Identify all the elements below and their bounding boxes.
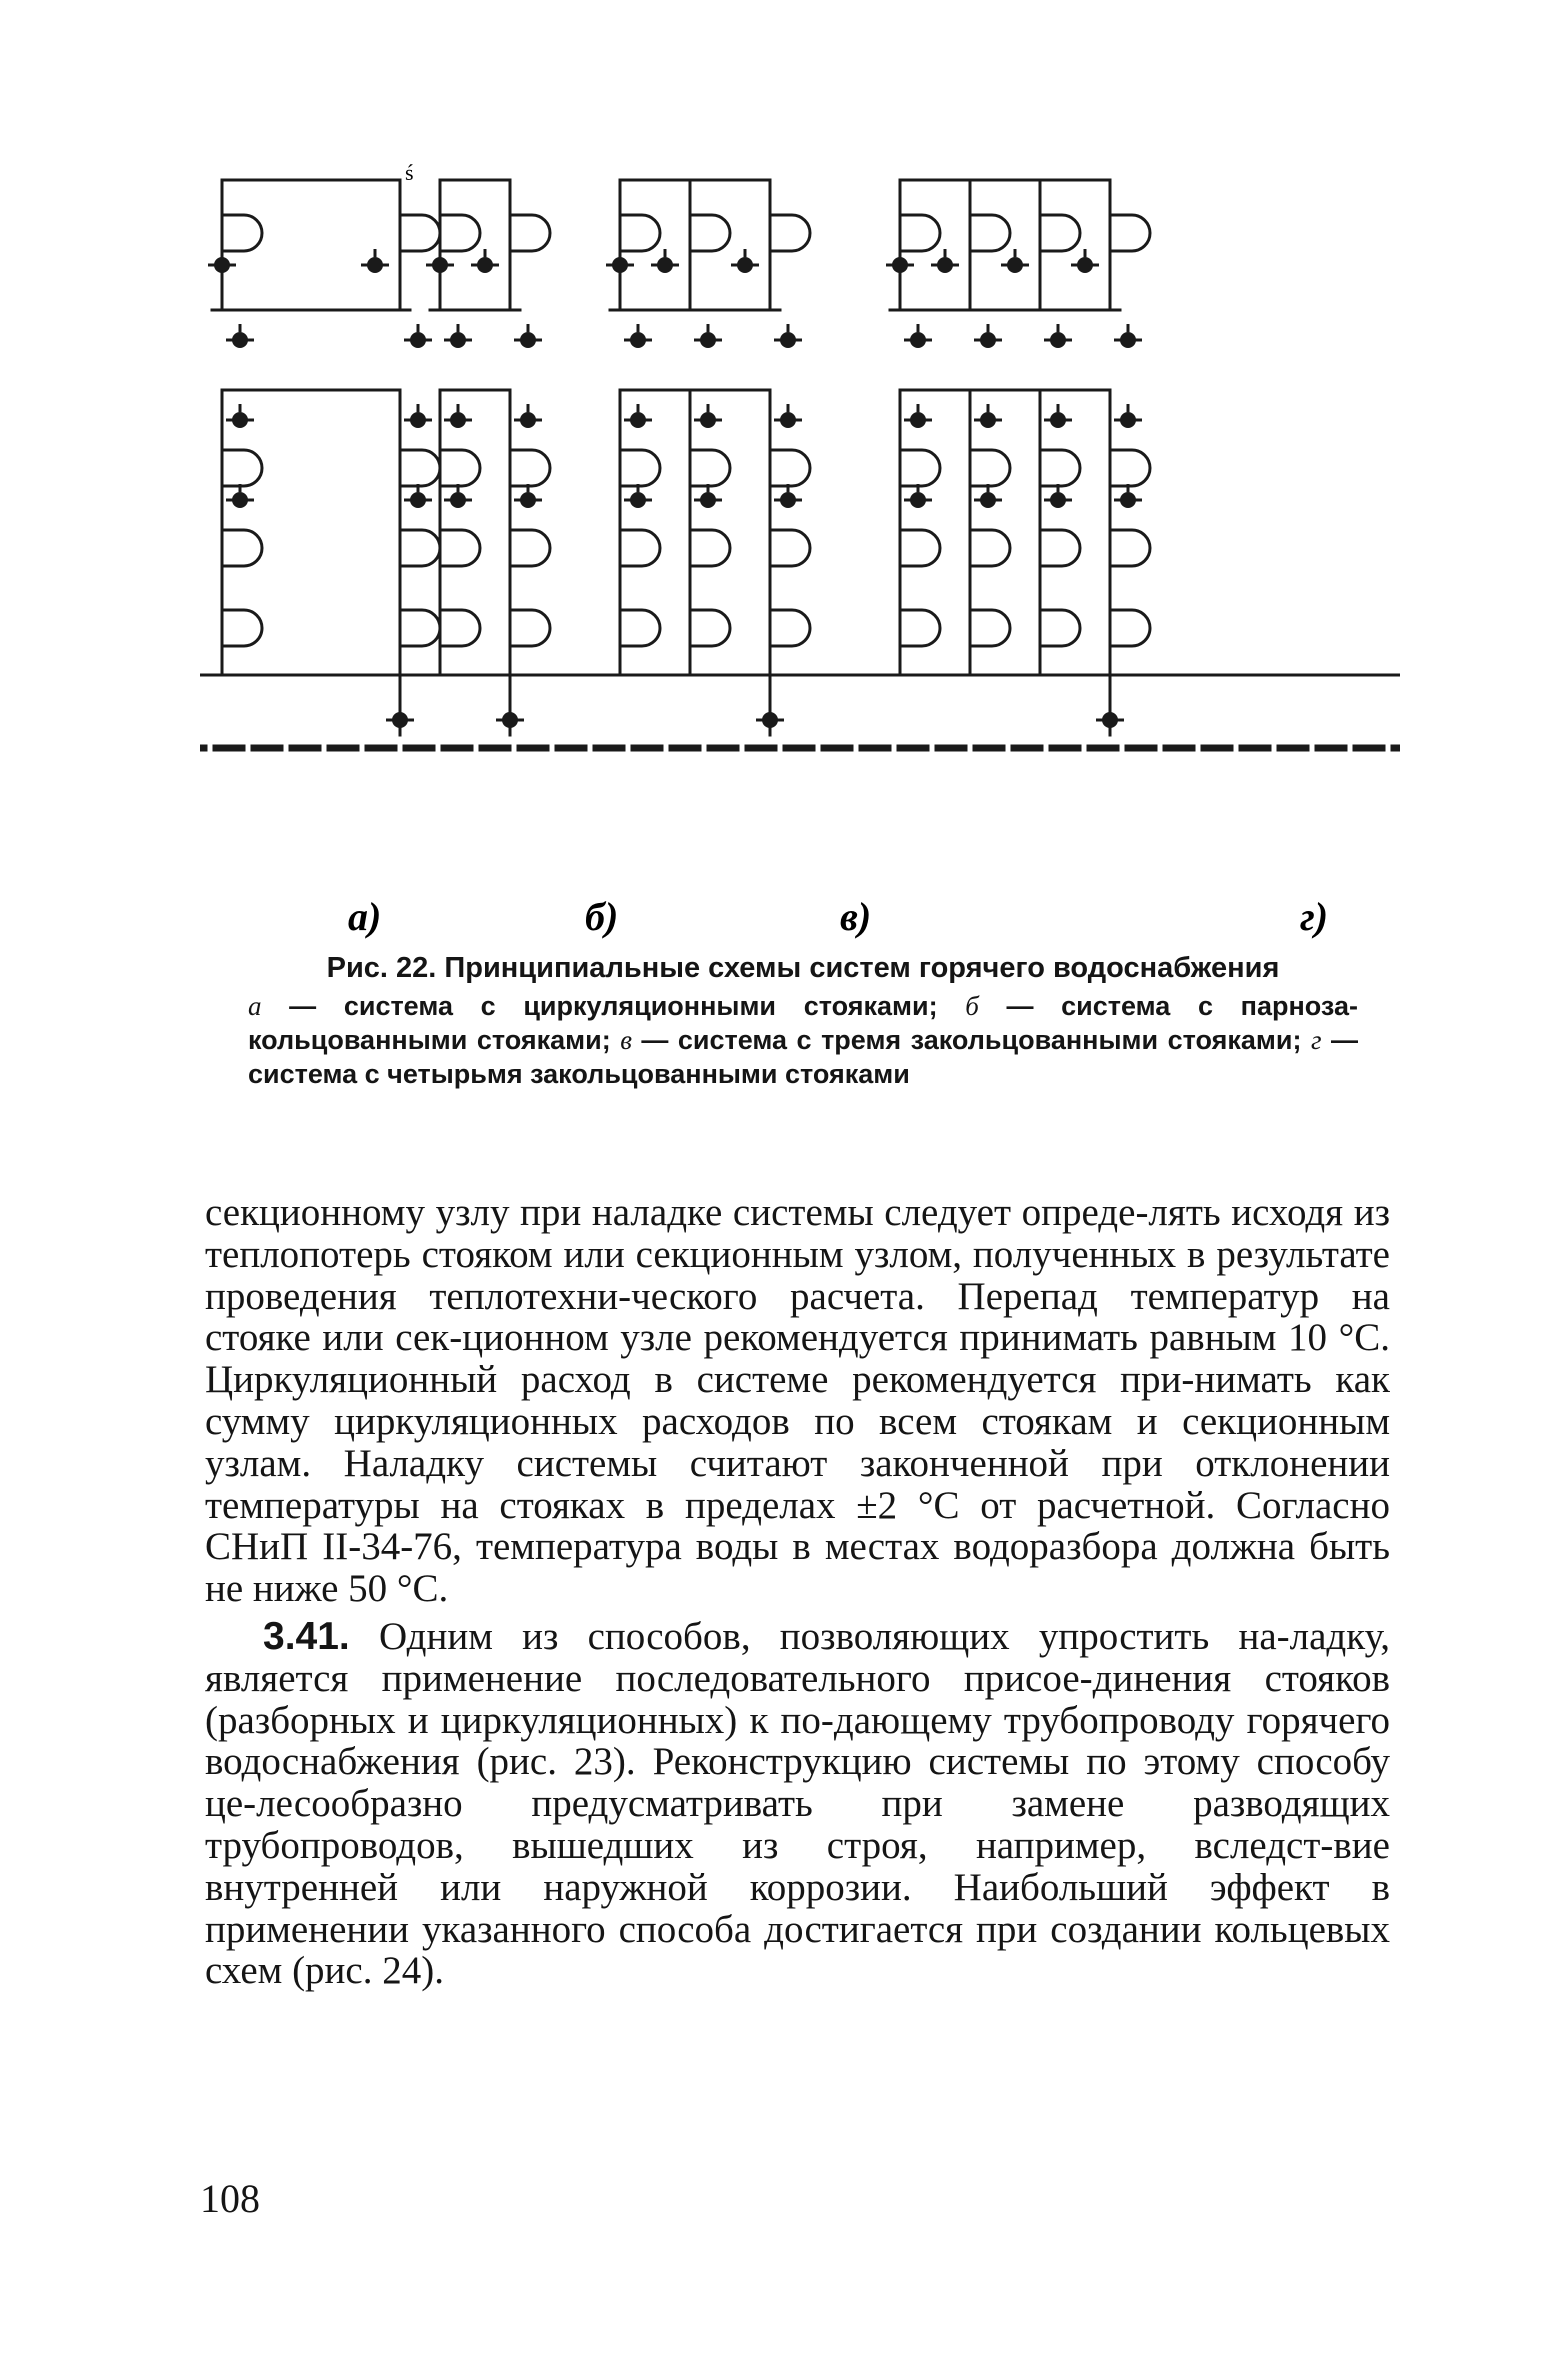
towel-dryer-loop (510, 450, 550, 486)
towel-dryer-loop (970, 450, 1010, 486)
towel-dryer-loop (1040, 530, 1080, 566)
towel-dryer-loop (1040, 450, 1080, 486)
valve-icon (774, 324, 802, 348)
valve-icon (226, 404, 254, 428)
towel-dryer-loop (900, 450, 940, 486)
valve-icon (404, 484, 432, 508)
towel-dryer-loop (970, 215, 1010, 251)
towel-dryer-loop (970, 530, 1010, 566)
valve-icon (444, 324, 472, 348)
valve-icon (514, 484, 542, 508)
main-loop (440, 390, 510, 675)
valve-icon (694, 324, 722, 348)
body-text (205, 1192, 1390, 1992)
valve-icon (904, 324, 932, 348)
valve-icon (426, 249, 454, 273)
valve-icon (694, 404, 722, 428)
towel-dryer-loop (440, 215, 480, 251)
valve-icon (514, 404, 542, 428)
towel-dryer-loop (900, 215, 940, 251)
valve-icon (974, 484, 1002, 508)
valve-icon (404, 404, 432, 428)
caption-g-letter: г (1310, 1025, 1322, 1055)
towel-dryer-loop (400, 530, 440, 566)
towel-dryer-loop (970, 610, 1010, 646)
caption-b-text: — система с парноза-кольцованными стояками; (248, 991, 1358, 1055)
towel-dryer-loop (620, 450, 660, 486)
valve-icon (731, 249, 759, 273)
towel-dryer-loop (222, 610, 262, 646)
valve-icon (1044, 484, 1072, 508)
label-a: а) (348, 894, 382, 939)
valve-icon (774, 404, 802, 428)
paragraph-continued: секционному узлу при наладке системы следует опреде-лять исходя из теплопотерь стояком или секционным узлом, полученных в результате проведения теплотехни-ческого расчета. Перепад температур на стояке или сек-ционном узле рекомендуется принимать равным 10 °С. Циркуляционный расход в системе рекомендуется при-нимать как сумму циркуляционных расходов по всем стоякам и секционным узлам. Наладку системы считают законченной при отклонении температуры на стояках в пределах ±2 °С от расчетной. Согласно СНиП II-34-76, температура воды в местах водоразбора должна быть не ниже 50 °С. (205, 1191, 1390, 1611)
caption-g-text: — система с четырьмя закольцованными стояками (248, 1025, 1358, 1089)
towel-dryer-loop (620, 610, 660, 646)
label-g: г) (1300, 894, 1329, 939)
valve-icon (974, 324, 1002, 348)
towel-dryer-loop (400, 215, 440, 251)
caption-v-text: — система с тремя закольцованными стояками; (631, 1025, 1311, 1055)
valve-icon (1044, 404, 1072, 428)
upper-loop (222, 180, 400, 310)
towel-dryer-loop (222, 215, 262, 251)
main-loop (222, 390, 400, 675)
label-v: в) (840, 894, 872, 939)
valve-icon (624, 484, 652, 508)
towel-dryer-loop (770, 450, 810, 486)
towel-dryer-loop (620, 530, 660, 566)
valve-icon (774, 484, 802, 508)
valve-icon (904, 484, 932, 508)
towel-dryer-loop (1110, 450, 1150, 486)
towel-dryer-loop (900, 610, 940, 646)
valve-icon (404, 324, 432, 348)
towel-dryer-loop (900, 530, 940, 566)
towel-dryer-loop (1040, 215, 1080, 251)
valve-icon (651, 249, 679, 273)
valve-icon (208, 249, 236, 273)
valve-icon (1114, 484, 1142, 508)
caption-title: Рис. 22. Принципиальные схемы систем горячего водоснабжения (326, 952, 1280, 984)
valve-icon (931, 249, 959, 273)
label-b: б) (585, 894, 619, 939)
page-number: 108 (200, 2176, 260, 2221)
towel-dryer-loop (770, 215, 810, 251)
towel-dryer-loop (770, 530, 810, 566)
valve-icon (756, 704, 784, 728)
section-number: 3.41. (263, 1614, 350, 1658)
valve-icon (226, 324, 254, 348)
towel-dryer-loop (690, 610, 730, 646)
caption-a-text: — система с циркуляционными стояками; (261, 991, 966, 1021)
caption-v-letter: в (620, 1025, 632, 1055)
valve-icon (226, 484, 254, 508)
valve-icon (514, 324, 542, 348)
towel-dryer-loop (510, 215, 550, 251)
towel-dryer-loop (1110, 610, 1150, 646)
hot-water-schemes-figure (200, 150, 1400, 950)
valve-icon (624, 404, 652, 428)
valve-icon (1001, 249, 1029, 273)
towel-dryer-loop (1110, 215, 1150, 251)
paragraph-3-41-text: Одним из способов, позволяющих упростить на-ладку, является применение последовательного присое-динения стояков (разборных и циркуляционных) к по-дающему трубопроводу горячего водоснабжения (рис. 23). Реконструкцию системы по этому способу це-лесообразно предусматривать при замене разводящих трубопроводов, вышедших из строя, например, вследст-вие внутренней или наружной коррозии. Наибольший эффект в применении указанного способа достигается при создании кольцевых схем (рис. 24). (205, 1614, 1390, 1993)
towel-dryer-loop (510, 610, 550, 646)
valve-icon (624, 324, 652, 348)
towel-dryer-loop (440, 530, 480, 566)
valve-icon (886, 249, 914, 273)
valve-icon (904, 404, 932, 428)
towel-dryer-loop (440, 450, 480, 486)
valve-icon (1114, 404, 1142, 428)
upper-loop (620, 180, 770, 310)
caption-body (248, 989, 1358, 1091)
towel-dryer-loop (400, 610, 440, 646)
mark-symbol: ś (405, 160, 414, 185)
towel-dryer-loop (1040, 610, 1080, 646)
valve-icon (1071, 249, 1099, 273)
paragraph-3-41 (205, 1616, 1390, 1992)
towel-dryer-loop (1110, 530, 1150, 566)
valve-icon (471, 249, 499, 273)
valve-icon (386, 704, 414, 728)
towel-dryer-loop (690, 530, 730, 566)
towel-dryer-loop (690, 215, 730, 251)
valve-icon (974, 404, 1002, 428)
towel-dryer-loop (222, 530, 262, 566)
valve-icon (361, 249, 389, 273)
towel-dryer-loop (690, 450, 730, 486)
valve-icon (1096, 704, 1124, 728)
schematic-drawing (200, 150, 1400, 950)
caption-a-letter: а (248, 991, 262, 1021)
valve-icon (496, 704, 524, 728)
valve-icon (444, 484, 472, 508)
towel-dryer-loop (400, 450, 440, 486)
valve-icon (444, 404, 472, 428)
figure-caption (248, 952, 1358, 1091)
valve-icon (694, 484, 722, 508)
valve-icon (606, 249, 634, 273)
valve-icon (1044, 324, 1072, 348)
towel-dryer-loop (770, 610, 810, 646)
caption-b-letter: б (965, 991, 979, 1021)
valve-icon (1114, 324, 1142, 348)
towel-dryer-loop (440, 610, 480, 646)
towel-dryer-loop (222, 450, 262, 486)
towel-dryer-loop (620, 215, 660, 251)
main-loop (620, 390, 770, 675)
towel-dryer-loop (510, 530, 550, 566)
